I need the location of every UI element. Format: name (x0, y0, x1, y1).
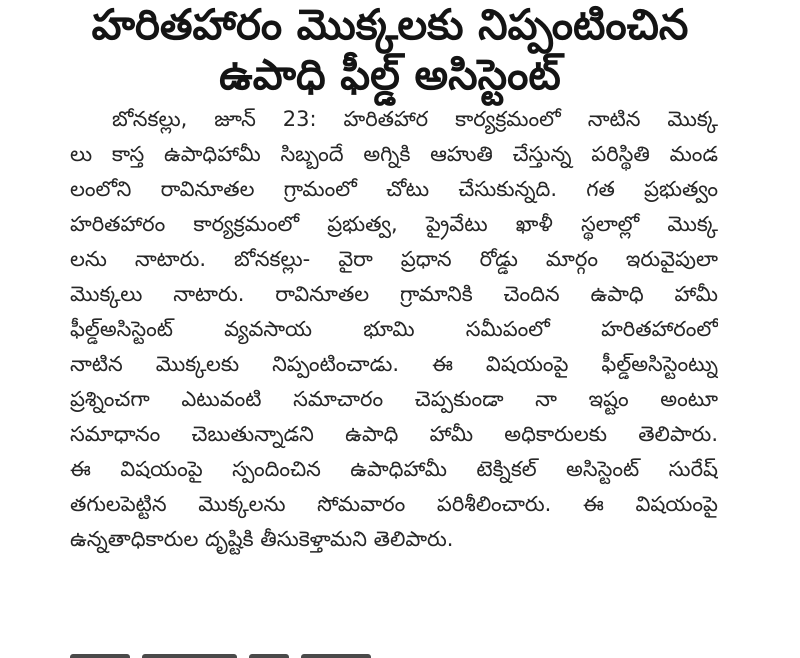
body-line-10: సమాధానం చెబుతున్నాడని ఉపాధి హామీ అధికారులకు తెలిపారు. (70, 422, 718, 446)
body-line-6: మొక్కలు నాటారు. రావినూతల గ్రామానికి చెందిన ఉపాధి హామీ (70, 282, 718, 306)
body-line-2: లు కాస్త ఉపాధిహామీ సిబ్బందే అగ్నికి ఆహుతి చేస్తున్న పరిస్థితి మండ (70, 142, 718, 166)
body-line-11: ఈ విషయంపై స్పందించిన ఉపాధిహామీ టెక్నికల్ అసిస్టెంట్ సురేష్ (70, 457, 718, 481)
body-line-12: తగులపెట్టిన మొక్కలను సోమవారం పరిశీలించారు. ఈ విషయంపై (70, 492, 718, 516)
body-line-3: లంలోని రావినూతల గ్రామంలో చోటు చేసుకున్నది. గత ప్రభుత్వం (70, 177, 718, 201)
body-line-1: బోనకల్లు, జూన్ 23: హరితహార కార్యక్రమంలో నాటిన మొక్క (112, 107, 718, 131)
body-line-7: ఫీల్డ్అసిస్టెంట్ వ్యవసాయ భూమి సమీపంలో హరితహారంలో (70, 317, 718, 341)
cropped-next-headline (70, 645, 400, 658)
body-line-13: ఉన్నతాధికారుల దృష్టికి తీసుకెళ్తామని తెలిపారు. (70, 527, 454, 551)
body-line-9: ప్రశ్నించగా ఎటువంటి సమాచారం చెప్పకుండా నా ఇష్టం అంటూ (70, 387, 718, 411)
headline-line-2: ఉపాధి ఫీల్డ్ అసిస్టెంట్ (219, 50, 561, 99)
body-line-8: నాటిన మొక్కలకు నిప్పంటించాడు. ఈ విషయంపై ఫీల్డ్అసిస్టెంట్ను (70, 352, 718, 376)
headline-line-1: హరితహారం మొక్కలకు నిప్పంటించిన (91, 0, 689, 49)
body-line-5: లను నాటారు. బోనకల్లు- వైరా ప్రధాన రోడ్డు మార్గం ఇరువైపులా (70, 247, 718, 271)
body-line-4: హరితహారం కార్యక్రమంలో ప్రభుత్వ, ప్రైవేటు ఖాళీ స్థలాల్లో మొక్క (70, 212, 718, 236)
article-body (70, 102, 718, 557)
